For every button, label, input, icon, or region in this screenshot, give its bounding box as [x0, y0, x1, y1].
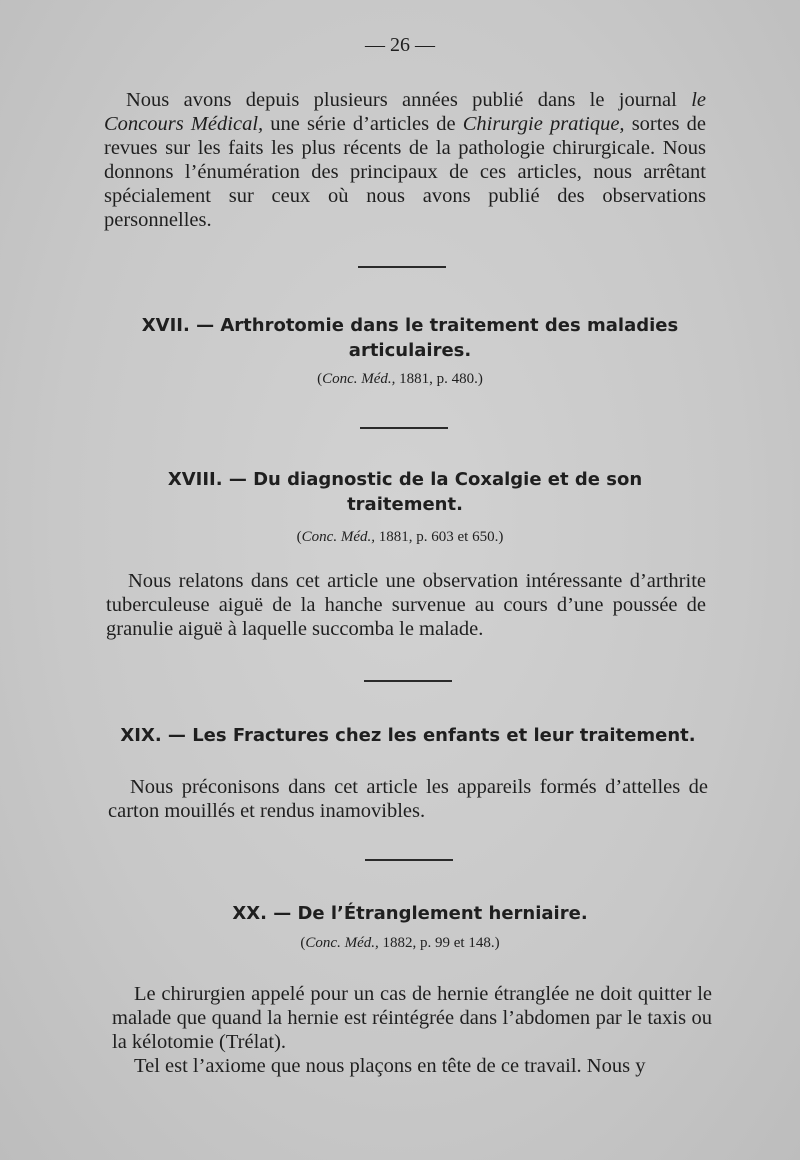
section-body-xviii: Nous relatons dans cet article une observation intéressante d’arthrite tuberculeuse aiguë de la hanche survenue au cours d’une poussée de granulie aiguë à laquelle succomba le malade. [106, 570, 706, 640]
section-divider [360, 427, 448, 429]
journal-title: le Concours Médical, [104, 89, 706, 135]
section-reference-xviii: (Conc. Méd., 1881, p. 603 et 650.) [296, 529, 504, 545]
section-reference-xvii: (Conc. Méd., 1881, p. 480.) [317, 371, 483, 387]
intro-paragraph [104, 88, 706, 232]
section-body-xx [112, 982, 712, 1078]
section-heading-xix: XIX. — Les Fractures chez les enfants et leur traitement. [120, 725, 696, 746]
section-divider [358, 266, 446, 268]
series-title: Chirurgie pratique, [462, 113, 625, 135]
section-body-xx-paragraph-2: Tel est l’axiome que nous plaçons en tête de ce travail. Nous y [134, 1055, 646, 1077]
section-reference-xx: (Conc. Méd., 1882, p. 99 et 148.) [300, 935, 500, 951]
section-divider [365, 859, 453, 861]
section-body-xix: Nous préconisons dans cet article les appareils formés d’attelles de carton mouillés et rendus inamovibles. [108, 776, 708, 822]
intro-text-3: sortes de revues sur les faits les plus récents de la pathologie chirurgicale. Nous donnons l’énumération des principaux de ces articles, nous arrêtant spécialement sur ceux où nous avons publié des observations personnelles. [104, 113, 706, 231]
intro-text-1: Nous avons depuis plusieurs années publié dans le journal [126, 89, 692, 111]
section-heading-xx: XX. — De l’Étranglement herniaire. [232, 903, 588, 924]
page-number: — 26 — [365, 34, 435, 56]
section-divider [364, 680, 452, 682]
section-body-xx-paragraph-1: Le chirurgien appelé pour un cas de hernie étranglée ne doit quitter le malade que quand la hernie est réintégrée dans l’abdomen par le taxis ou la kélotomie (Trélat). [112, 983, 712, 1053]
section-heading-xviii: XVIII. — Du diagnostic de la Coxalgie et de son traitement. [167, 469, 643, 515]
section-heading-xvii: XVII. — Arthrotomie dans le traitement des maladies articulaires. [141, 315, 679, 361]
intro-text-2: une série d’articles de [263, 113, 463, 135]
